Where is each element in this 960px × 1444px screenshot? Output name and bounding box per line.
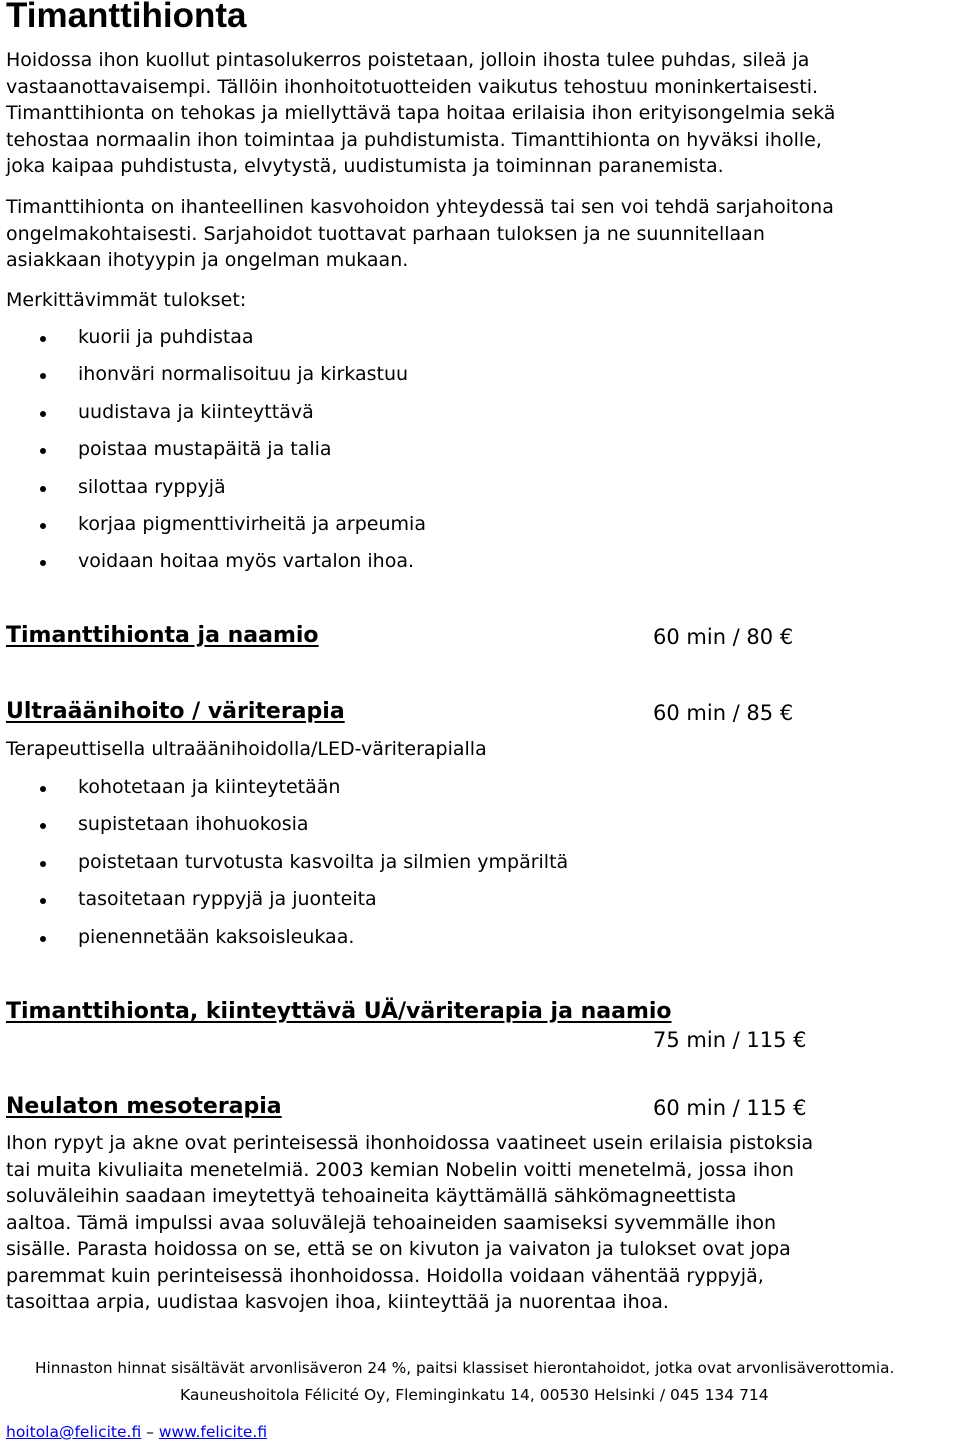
bullet-icon xyxy=(40,373,46,379)
intro-line: tehostaa normaalin ihon toimintaa ja puhdistumista. Timanttihionta on hyväksi iholle, xyxy=(6,128,822,151)
intro-line: joka kaipaa puhdistusta, elvytystä, uudistumista ja toiminnan paranemista. xyxy=(6,155,724,177)
link-separator: – xyxy=(146,1423,154,1441)
series-line: Timanttihionta on ihanteellinen kasvohoidon yhteydessä tai sen voi tehdä sarjahoitona xyxy=(6,196,834,218)
series-line: asiakkaan ihotyypin ja ongelman mukaan. xyxy=(6,249,409,271)
meso-line: soluväleihin saadaan imeytettyä tehoaineita käyttämällä sähkömagneettista xyxy=(6,1185,737,1207)
email-link[interactable]: hoitola@felicite.fi xyxy=(6,1423,142,1441)
contact-links xyxy=(6,1422,267,1442)
bullet-icon xyxy=(40,411,46,417)
page-title: Timanttihionta xyxy=(6,0,247,35)
vat-note: Hinnaston hinnat sisältävät arvonlisäveron 24 %, paitsi klassiset hierontahoidot, jotka ovat arvonlisäverottomia. xyxy=(35,1359,895,1377)
bullet-icon xyxy=(40,560,46,566)
meso-line: tai muita kivuliaita menetelmiä. 2003 kemian Nobelin voitti menetelmä, jossa ihon xyxy=(6,1158,794,1181)
company-info: Kauneushoitola Félicité Oy, Fleminginkatu 14, 00530 Helsinki / 045 134 714 xyxy=(180,1386,769,1404)
ultra-intro: Terapeuttisella ultraäänihoidolla/LED-väriterapialla xyxy=(6,738,487,760)
meso-line: Ihon rypyt ja akne ovat perinteisessä ihonhoidossa vaatineet usein erilaisia pistoksia xyxy=(6,1132,814,1154)
meso-line: paremmat kuin perinteisessä ihonhoidossa. Hoidolla voidaan vähentää ryppyjä, xyxy=(6,1264,764,1287)
series-line: ongelmakohtaisesti. Sarjahoidot tuottavat parhaan tuloksen ja ne suunnitellaan xyxy=(6,222,765,245)
meso-line: tasoittaa arpia, uudistaa kasvojen ihoa, kiinteyttää ja nuorentaa ihoa. xyxy=(6,1291,669,1313)
service-price: 75 min / 115 € xyxy=(653,1028,807,1052)
meso-line: sisälle. Parasta hoidossa on se, että se on kivuton ja vaivaton ja tulokset ovat jopa xyxy=(6,1238,791,1260)
service-title: Timanttihionta, kiinteyttävä UÄ/väriterapia ja naamio xyxy=(6,999,672,1024)
bullet-icon xyxy=(40,898,46,904)
results-heading: Merkittävimmät tulokset: xyxy=(6,289,247,311)
bullet-icon xyxy=(40,448,46,454)
website-link[interactable]: www.felicite.fi xyxy=(158,1423,268,1441)
bullet-icon xyxy=(40,786,46,792)
service-price: 60 min / 85 € xyxy=(653,701,794,725)
intro-line: vastaanottavaisempi. Tällöin ihonhoitotuotteiden vaikutus tehostuu moninkertaisesti. xyxy=(6,75,819,98)
bullet-icon xyxy=(40,336,46,342)
service-price: 60 min / 115 € xyxy=(653,1096,807,1120)
bullet-icon xyxy=(40,861,46,867)
service-title: Timanttihionta ja naamio xyxy=(6,623,319,648)
intro-line: Hoidossa ihon kuollut pintasolukerros poistetaan, jolloin ihosta tulee puhdas, sileä ja xyxy=(6,49,810,71)
service-title: Neulaton mesoterapia xyxy=(6,1094,282,1119)
document-page: Timanttihionta Hoidossa ihon kuollut pintasolukerros poistetaan, jolloin ihosta tulee puhdas, sileä ja vastaanottavaisempi. Tällöin ihonhoitotuotteiden vaikutus tehostuu moninkertaisesti. Timanttihionta on tehokas ja miellyttävä tapa hoitaa erilaisia ihon erityisongelmia sekä tehostaa normaalin ihon toimintaa ja puhdistumista. Timanttihionta on hyväksi iholle, joka kaipaa puhdistusta, elvytystä, uudistumista ja toiminnan paranemista. Timanttihionta on ihanteellinen kasvohoidon yhteydessä tai sen voi tehdä sarjahoitona ongelmakohtaisesti. Sarjahoidot tuottavat parhaan tuloksen ja ne suunnitellaan asiakkaan ihotyypin ja ongelman mukaan. Merkittävimmät tulokset: kuorii ja puhdistaa ihonväri normalisoituu ja kirkastuu uudistava ja kiinteyttävä poistaa mustapäitä ja talia silottaa ryppyjä korjaa pigmenttivirheitä ja arpeumia voidaan hoitaa myös vartalon ihoa. Timanttihionta ja naamio 60 min / 80 € Ultraäänihoito / väriterapia 60 min / 85 € Terapeuttisella ultraäänihoidolla/LED-väriterapialla kohotetaan ja kiinteytetään supistetaan ihohuokosia poistetaan turvotusta kasvoilta ja silmien ympäriltä tasoitetaan ryppyjä ja juonteita pienennetään kaksoisleukaa. Timanttihionta, kiinteyttävä UÄ/väriterapia ja naamio 75 min / 115 € Neulaton mesoterapia 60 min / 115 € Ihon rypyt ja akne ovat perinteisessä ihonhoidossa vaatineet usein erilaisia pistoksia tai muita kivuliaita menetelmiä. 2003 kemian Nobelin voitti menetelmä, jossa ihon soluväleihin saadaan imeytettyä tehoaineita käyttämällä sähkömagneettista aaltoa. Tämä impulssi avaa soluvälejä tehoaineiden saamiseksi syvemmälle ihon sisälle. Parasta hoidossa on se, että se on kivuton ja vaivaton ja tulokset ovat jopa paremmat kuin perinteisessä ihonhoidossa. Hoidolla voidaan vähentää ryppyjä, tasoittaa arpia, uudistaa kasvojen ihoa, kiinteyttää ja nuorentaa ihoa. Hinnaston hinnat sisältävät arvonlisäveron 24 %, paitsi klassiset hierontahoidot, jotka ovat arvonlisäverottomia. Kauneushoitola Félicité Oy, Fleminginkatu 14, 00530 Helsinki / 045 134 714 hoitola@felicite.fi – www.felicite.fi xyxy=(0,0,960,1444)
bullet-icon xyxy=(40,936,46,942)
meso-line: aaltoa. Tämä impulssi avaa soluvälejä tehoaineiden saamiseksi syvemmälle ihon xyxy=(6,1211,777,1234)
service-price: 60 min / 80 € xyxy=(653,625,794,649)
bullet-icon xyxy=(40,523,46,529)
bullet-icon xyxy=(40,486,46,492)
bullet-icon xyxy=(40,823,46,829)
intro-line: Timanttihionta on tehokas ja miellyttävä tapa hoitaa erilaisia ihon erityisongelmia sekä xyxy=(6,102,836,124)
service-title: Ultraäänihoito / väriterapia xyxy=(6,699,345,724)
